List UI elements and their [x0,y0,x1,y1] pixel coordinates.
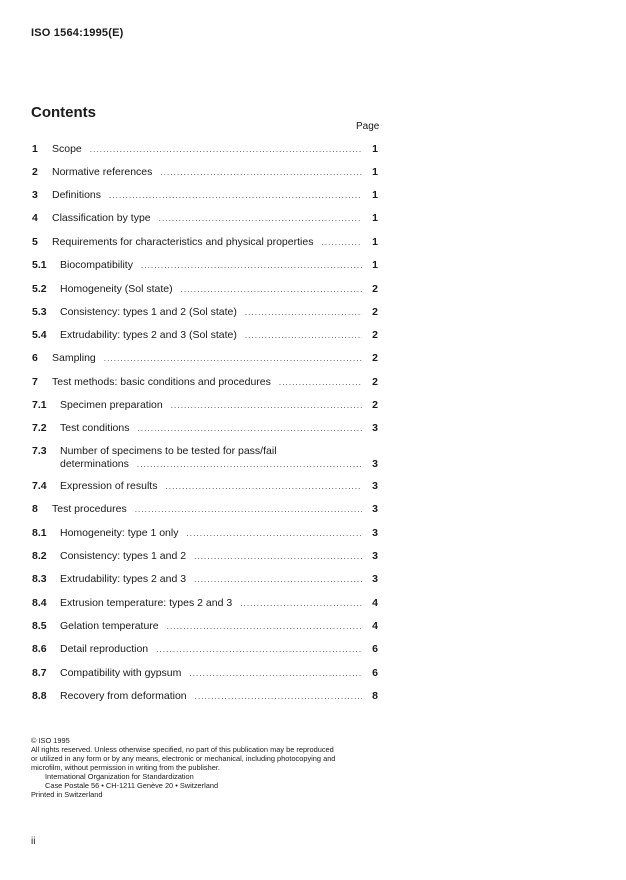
toc-entry-title: Compatibility with gypsum [60,667,182,679]
toc-leader-dots [195,692,362,701]
toc-leader-dots [245,331,362,340]
toc-entry-page: 3 [372,422,378,434]
toc-leader-dots [156,645,362,654]
toc-entry-number: 8.5 [32,620,47,632]
toc-entry-number: 7 [32,376,38,388]
toc-entry-page: 2 [372,376,378,388]
toc-entry[interactable] [32,445,378,470]
toc-leader-dots [160,168,362,177]
toc-entry-page: 3 [372,503,378,515]
toc-entry[interactable] [32,212,378,224]
toc-entry-title: Recovery from deformation [60,690,187,702]
toc-entry-title: Normative references [52,166,153,178]
toc-leader-dots [194,552,362,561]
toc-entry[interactable] [32,573,378,585]
toc-entry[interactable] [32,597,378,609]
publisher-name: International Organization for Standardization [45,772,194,781]
toc-entry[interactable] [32,143,378,155]
toc-entry-title: Number of specimens to be tested for pass/fail [60,445,277,457]
toc-entry[interactable] [32,690,378,702]
toc-entry-title: Consistency: types 1 and 2 (Sol state) [60,306,237,318]
toc-entry-title: Expression of results [60,480,158,492]
contents-title: Contents [31,104,96,121]
toc-entry[interactable] [32,329,378,341]
toc-entry-number: 7.4 [32,480,47,492]
toc-entry[interactable] [32,550,378,562]
toc-entry[interactable] [32,422,378,434]
toc-entry-page: 2 [372,399,378,411]
toc-entry[interactable] [32,503,378,515]
toc-entry-title: Homogeneity (Sol state) [60,283,173,295]
toc-entry-title-continued: determinations [60,458,129,470]
toc-entry-title: Detail reproduction [60,643,149,655]
toc-entry-title: Gelation temperature [60,620,159,632]
toc-entry-number: 8.7 [32,667,47,679]
copyright-notice [31,736,381,799]
toc-entry-title: Test conditions [60,422,130,434]
copyright-line: © ISO 1995 [31,736,70,745]
toc-entry-page: 6 [372,667,378,679]
toc-entry-number: 8.6 [32,643,47,655]
toc-entry-number: 8.3 [32,573,47,585]
toc-entry[interactable] [32,667,378,679]
toc-leader-dots [137,424,362,433]
toc-entry[interactable] [32,166,378,178]
toc-entry-page: 2 [372,352,378,364]
printed-in: Printed in Switzerland [31,790,103,799]
toc-leader-dots [137,460,362,469]
toc-leader-dots [321,238,362,247]
toc-entry-page: 2 [372,306,378,318]
toc-entry-page: 2 [372,283,378,295]
toc-entry[interactable] [32,283,378,295]
toc-entry-page: 1 [372,212,378,224]
toc-entry-number: 5.2 [32,283,47,295]
toc-entry-page: 4 [372,620,378,632]
toc-entry-page: 1 [372,166,378,178]
toc-entry-page: 3 [372,480,378,492]
toc-entry[interactable] [32,236,378,248]
document-id-header: ISO 1564:1995(E) [31,27,124,39]
toc-entry-page: 1 [372,189,378,201]
toc-leader-dots [181,285,362,294]
toc-entry-title: Homogeneity: type 1 only [60,527,179,539]
toc-entry-title: Extrudability: types 2 and 3 [60,573,187,585]
toc-leader-dots [279,378,362,387]
toc-entry-number: 5.4 [32,329,47,341]
page-folio: ii [31,836,36,847]
copyright-statement: All rights reserved. Unless otherwise specified, no part of this publication may be reproduced [31,745,334,754]
toc-entry-page: 1 [372,143,378,155]
toc-entry-title: Test procedures [52,503,127,515]
toc-leader-dots [159,214,362,223]
toc-leader-dots [189,669,362,678]
toc-entry-number: 5.3 [32,306,47,318]
toc-entry-title: Requirements for characteristics and physical properties [52,236,314,248]
toc-entry-number: 3 [32,189,38,201]
toc-entry-title: Extrudability: types 2 and 3 (Sol state) [60,329,237,341]
toc-entry[interactable] [32,620,378,632]
toc-leader-dots [165,482,362,491]
toc-entry[interactable] [32,259,378,271]
toc-entry-title: Specimen preparation [60,399,163,411]
toc-entry-title: Scope [52,143,82,155]
toc-entry-page: 1 [372,259,378,271]
toc-entry-number: 7.3 [32,445,47,457]
toc-entry-page: 2 [372,329,378,341]
toc-leader-dots [90,145,362,154]
toc-entry-page: 4 [372,597,378,609]
toc-entry-page: 8 [372,690,378,702]
toc-entry-title: Biocompatibility [60,259,133,271]
toc-entry-number: 4 [32,212,38,224]
toc-leader-dots [141,261,362,270]
toc-entry-number: 2 [32,166,38,178]
toc-entry[interactable] [32,352,378,364]
copyright-statement: microfilm, without permission in writing from the publisher. [31,763,220,772]
copyright-statement: or utilized in any form or by any means, electronic or mechanical, including photocopying and [31,754,336,763]
page-column-label: Page [356,121,380,132]
toc-entry-page: 3 [372,573,378,585]
toc-leader-dots [240,599,362,608]
toc-entry-number: 1 [32,143,38,155]
toc-entry-page: 1 [372,236,378,248]
toc-leader-dots [109,191,362,200]
toc-entry-number: 5 [32,236,38,248]
toc-entry-number: 8 [32,503,38,515]
toc-entry-page: 3 [372,527,378,539]
toc-leader-dots [135,505,362,514]
toc-leader-dots [171,401,362,410]
toc-entry[interactable] [32,189,378,201]
toc-leader-dots [194,575,362,584]
toc-entry-number: 8.2 [32,550,47,562]
toc-entry[interactable] [32,306,378,318]
toc-entry-title: Classification by type [52,212,151,224]
toc-leader-dots [186,529,362,538]
toc-entry-page: 6 [372,643,378,655]
toc-entry-number: 7.1 [32,399,47,411]
toc-entry-title: Sampling [52,352,96,364]
toc-entry-number: 8.4 [32,597,47,609]
toc-entry-number: 7.2 [32,422,47,434]
toc-entry-title: Test methods: basic conditions and procedures [52,376,271,388]
publisher-address: Case Postale 56 • CH-1211 Genève 20 • Switzerland [45,781,219,790]
toc-entry-number: 5.1 [32,259,47,271]
toc-entry-number: 8.1 [32,527,47,539]
toc-entry[interactable] [32,480,378,492]
toc-entry[interactable] [32,527,378,539]
toc-entry-page: 3 [372,458,378,470]
toc-entry-title: Consistency: types 1 and 2 [60,550,187,562]
toc-entry[interactable] [32,399,378,411]
toc-entry-title: Extrusion temperature: types 2 and 3 [60,597,233,609]
toc-entry-page: 3 [372,550,378,562]
toc-entry-title: Definitions [52,189,102,201]
toc-entry[interactable] [32,643,378,655]
toc-leader-dots [245,308,362,317]
toc-entry[interactable] [32,376,378,388]
toc-leader-dots [167,622,362,631]
toc-entry-number: 6 [32,352,38,364]
toc-entry-number: 8.8 [32,690,47,702]
toc-leader-dots [104,354,362,363]
